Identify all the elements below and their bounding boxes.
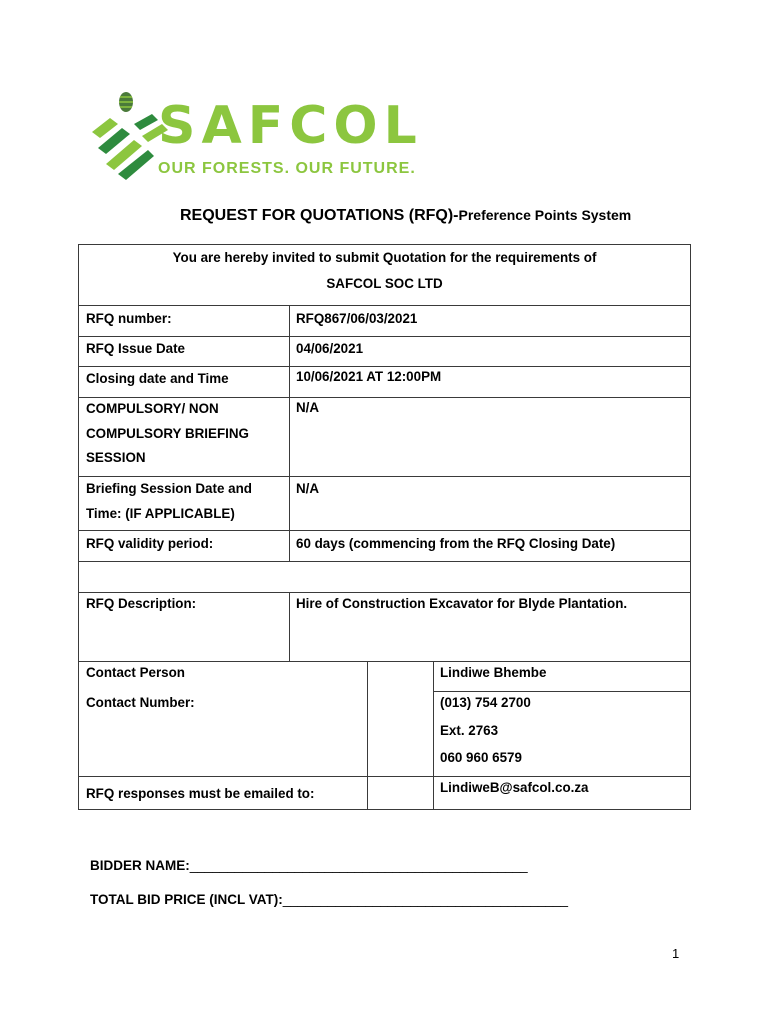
logo-tagline: OUR FORESTS. OUR FUTURE. bbox=[158, 160, 416, 177]
description-value: Hire of Construction Excavator for Blyde Plantation. bbox=[296, 596, 628, 611]
email-label: RFQ responses must be emailed to: bbox=[86, 786, 315, 801]
briefing-date-value: N/A bbox=[296, 481, 320, 496]
contact-number-value-2: Ext. 2763 bbox=[440, 723, 499, 738]
contact-number-label: Contact Number: bbox=[86, 695, 195, 710]
table-border bbox=[433, 661, 434, 810]
rfq-number-label: RFQ number: bbox=[86, 311, 172, 326]
briefing-label-1: COMPULSORY/ NON bbox=[86, 401, 219, 416]
page-title bbox=[180, 207, 631, 225]
briefing-label-3: SESSION bbox=[86, 450, 146, 465]
table-border bbox=[289, 305, 290, 562]
description-label: RFQ Description: bbox=[86, 596, 197, 611]
safcol-logo bbox=[88, 88, 423, 184]
bid-price-label: TOTAL BID PRICE (INCL VAT): bbox=[90, 892, 283, 907]
contact-number-value-3: 060 960 6579 bbox=[440, 750, 522, 765]
table-border bbox=[78, 776, 691, 777]
bidder-name-label: BIDDER NAME: bbox=[90, 858, 190, 873]
email-value: LindiweB@safcol.co.za bbox=[440, 780, 589, 795]
briefing-label-2: COMPULSORY BRIEFING bbox=[86, 426, 249, 441]
rfq-table bbox=[78, 244, 691, 810]
invite-line-2: SAFCOL SOC LTD bbox=[326, 276, 443, 291]
contact-person-label: Contact Person bbox=[86, 665, 185, 680]
briefing-value: N/A bbox=[296, 400, 320, 415]
bidder-name-field[interactable]: _____________________________________________ bbox=[189, 858, 528, 873]
table-border bbox=[78, 809, 691, 810]
invite-line-1: You are hereby invited to submit Quotation for the requirements of bbox=[172, 250, 597, 265]
bidder-name-line bbox=[90, 858, 528, 873]
table-border bbox=[690, 244, 691, 810]
issue-date-value: 04/06/2021 bbox=[296, 341, 364, 356]
validity-label: RFQ validity period: bbox=[86, 536, 214, 551]
bid-price-line bbox=[90, 892, 568, 907]
title-sub: Preference Points System bbox=[458, 207, 632, 223]
logo-wordmark: SAFCOL bbox=[158, 96, 423, 156]
validity-value: 60 days (commencing from the RFQ Closing Date) bbox=[296, 536, 616, 551]
table-border bbox=[78, 244, 79, 810]
closing-value: 10/06/2021 AT 12:00PM bbox=[296, 369, 442, 384]
briefing-date-label-1: Briefing Session Date and bbox=[86, 481, 252, 496]
issue-date-label: RFQ Issue Date bbox=[86, 341, 185, 356]
briefing-date-label-2: Time: (IF APPLICABLE) bbox=[86, 506, 235, 521]
page-number: 1 bbox=[672, 946, 680, 961]
contact-person-value: Lindiwe Bhembe bbox=[440, 665, 547, 680]
rfq-number-value: RFQ867/06/03/2021 bbox=[296, 311, 418, 326]
table-border bbox=[367, 661, 368, 810]
table-border bbox=[78, 561, 691, 562]
bid-price-field[interactable]: ______________________________________ bbox=[282, 892, 569, 907]
contact-number-value-1: (013) 754 2700 bbox=[440, 695, 531, 710]
title-main: REQUEST FOR QUOTATIONS (RFQ)- bbox=[180, 207, 459, 224]
closing-label: Closing date and Time bbox=[86, 371, 229, 386]
table-border bbox=[289, 592, 290, 662]
